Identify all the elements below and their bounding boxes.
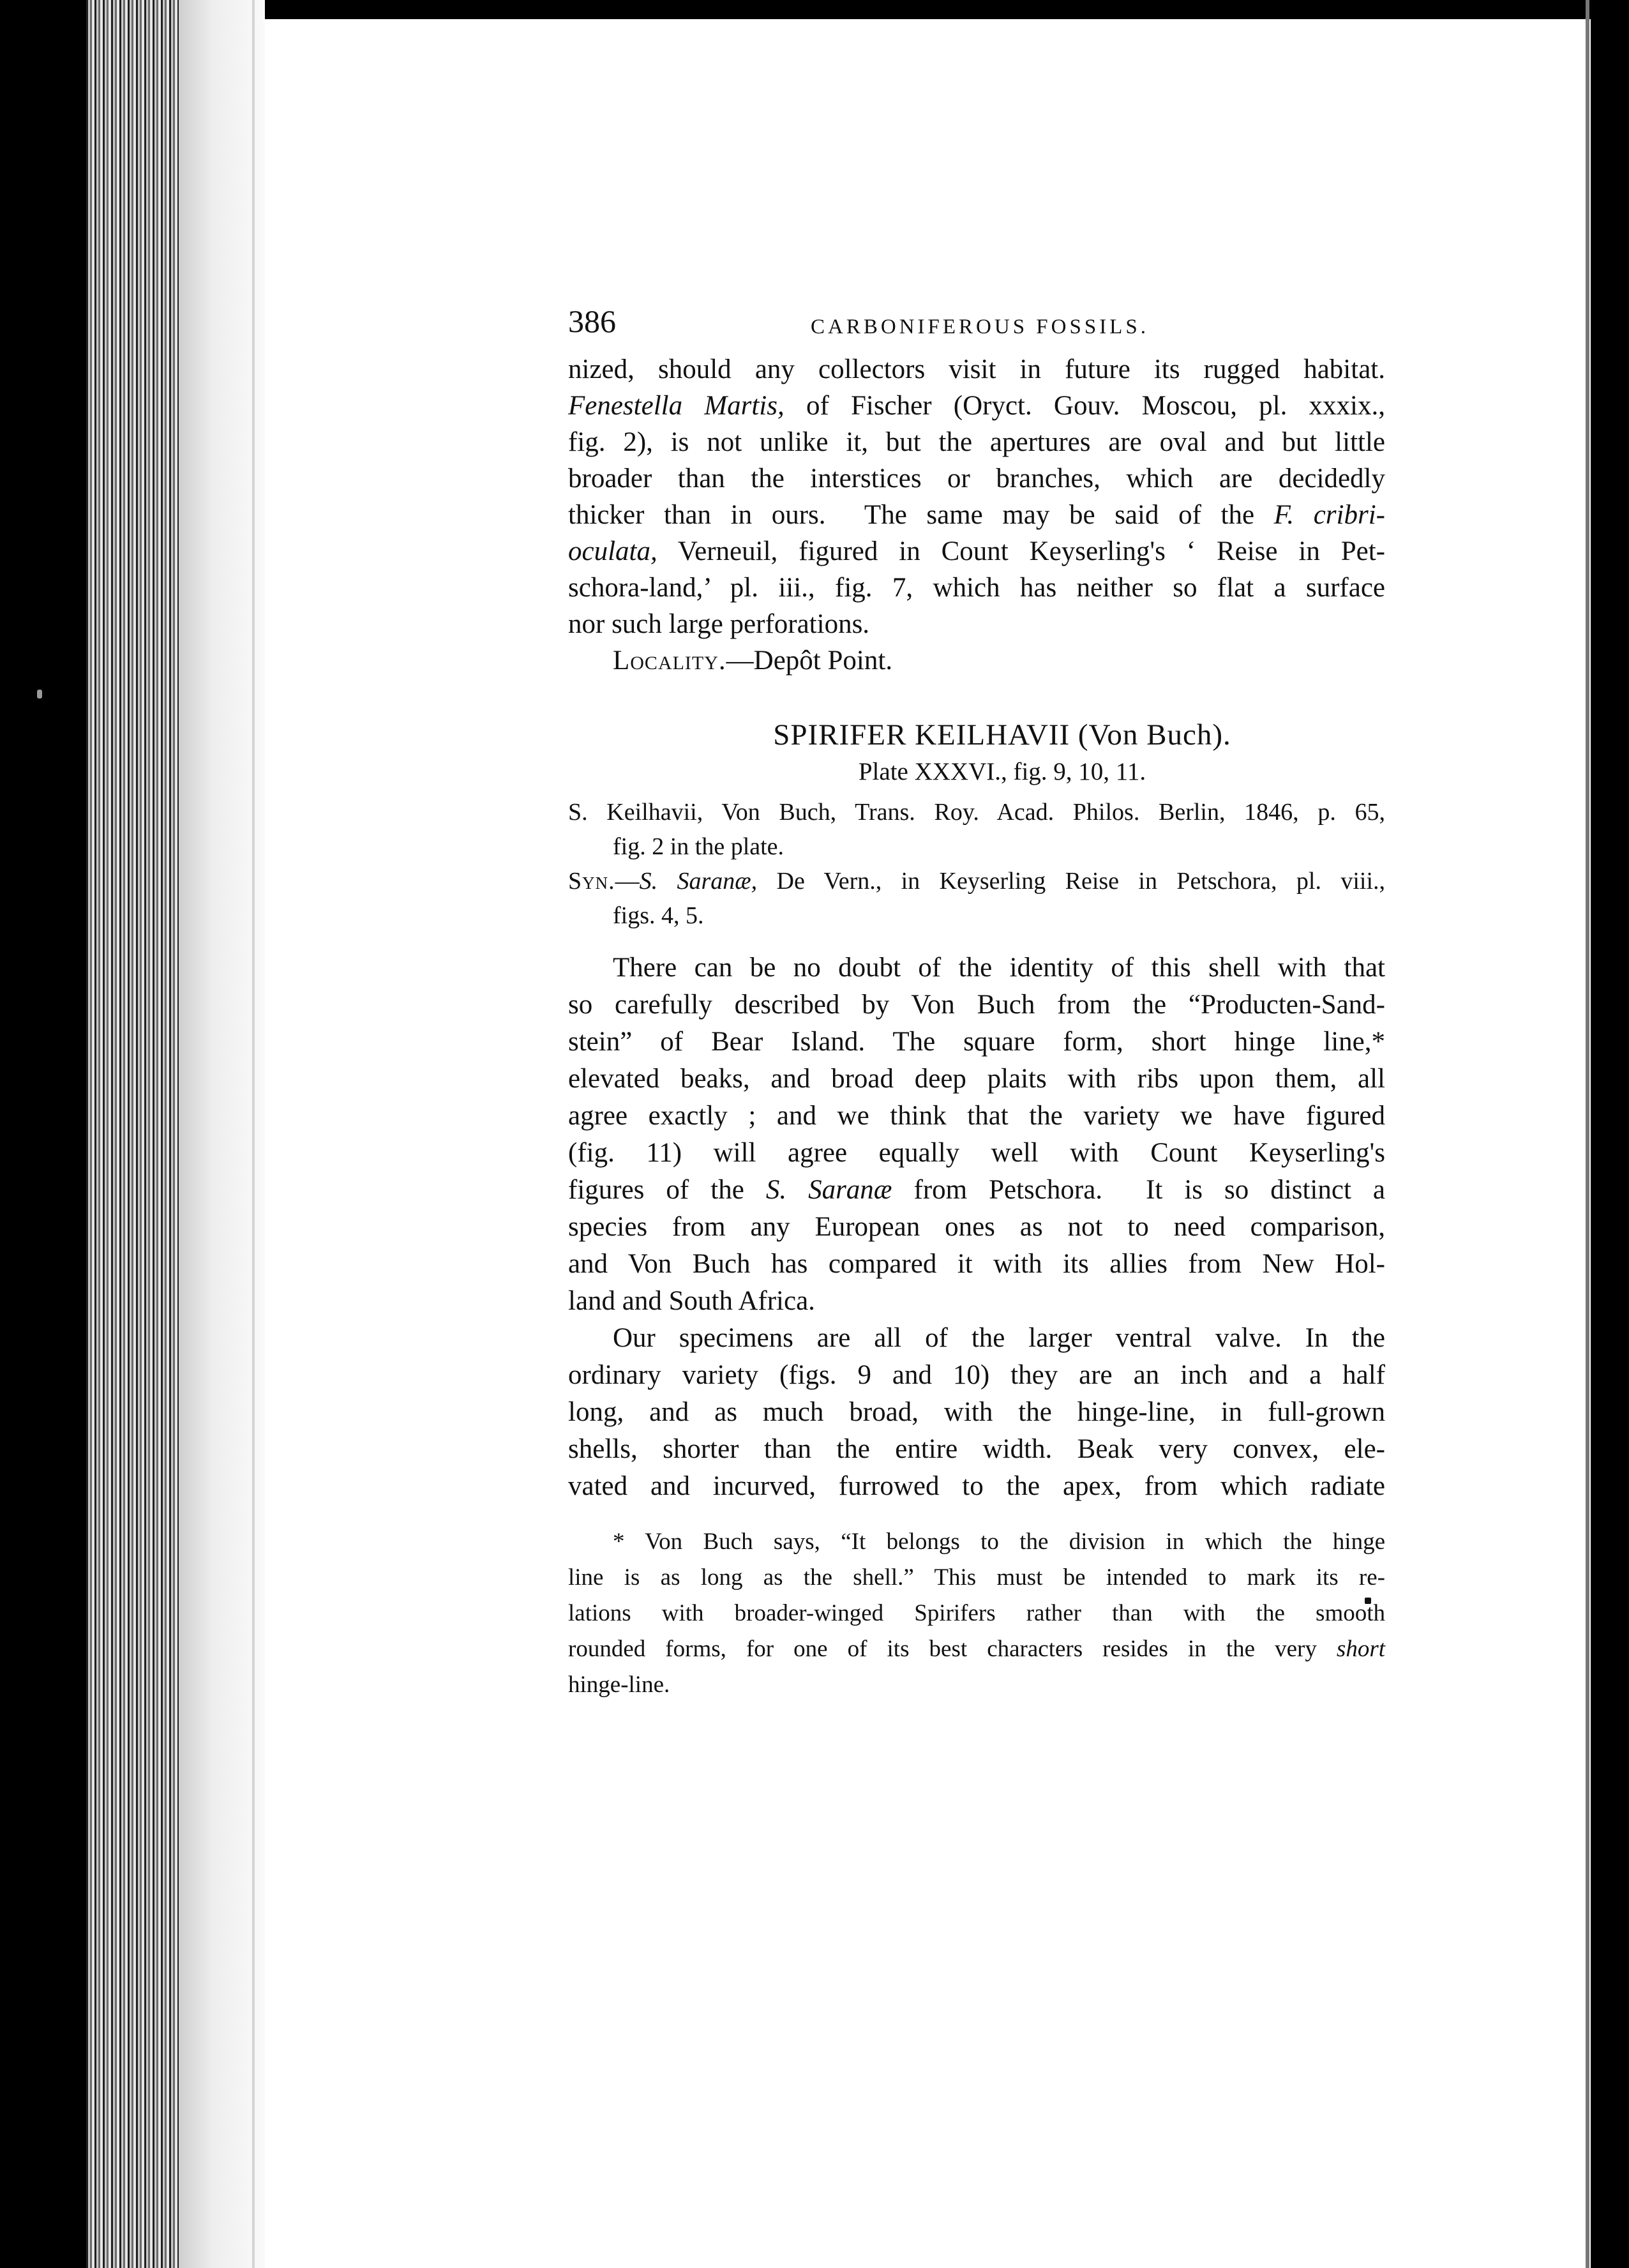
text-line: (fig. 11) will agree equally well with Count Keyserling's bbox=[568, 1138, 1385, 1168]
running-head bbox=[568, 300, 1385, 351]
species-name-fenestella-martis: Fenestella Martis, bbox=[568, 391, 784, 421]
species-name-s-saranae: S. Saranæ bbox=[765, 1175, 892, 1205]
reference-line: S. Keilhavii, Von Buch, Trans. Roy. Acad. Philos. Berlin, 1846, p. 65, bbox=[568, 799, 1385, 826]
text-line: schora-land,’ pl. iii., fig. 7, which has neither so flat a surface bbox=[568, 573, 1385, 603]
page-text bbox=[568, 300, 1385, 1703]
footnote-line: hinge-line. bbox=[568, 1672, 670, 1698]
plate-reference: Plate XXXVI., fig. 9, 10, 11. bbox=[858, 758, 1146, 785]
text-line: thicker than in ours. The same may be said of the F. cribri- bbox=[568, 500, 1385, 530]
footnote-line: line is as long as the shell.” This must be intended to mark its re- bbox=[568, 1564, 1385, 1591]
text-line: species from any European ones as not to need comparison, bbox=[568, 1212, 1385, 1242]
text-line: fig. 2), is not unlike it, but the apertures are oval and but little bbox=[568, 427, 1385, 457]
reference-entry bbox=[568, 864, 1385, 933]
reference-line: fig. 2 in the plate. bbox=[613, 833, 784, 860]
text-line: vated and incurved, furrowed to the apex, from which radiate bbox=[568, 1471, 1385, 1501]
locality-line bbox=[568, 642, 1385, 679]
body-paragraph-2 bbox=[568, 1320, 1385, 1505]
scan-right-border bbox=[1591, 0, 1629, 2268]
footnote-line: rounded forms, for one of its best characters resides in the very short bbox=[568, 1636, 1385, 1662]
scan-left-border bbox=[0, 0, 86, 2268]
text-line: land and South Africa. bbox=[568, 1286, 815, 1316]
locality-label: Locality. bbox=[613, 646, 726, 676]
text-line: elevated beaks, and broad deep plaits with ribs upon them, all bbox=[568, 1064, 1385, 1094]
text-line: nized, should any collectors visit in future its rugged habitat. bbox=[568, 354, 1385, 384]
book-page-edges bbox=[86, 0, 179, 2268]
text-line: figures of the S. Saranæ from Petschora. It is so distinct a bbox=[568, 1175, 1385, 1205]
reference-line: Syn.—S. Saranæ, De Vern., in Keyserling Reise in Petschora, pl. viii., bbox=[568, 868, 1385, 895]
footnote-spacer bbox=[568, 1505, 1385, 1524]
scan-speck bbox=[37, 690, 42, 699]
footnote-line: lations with broader-winged Spirifers rather than with the smooth bbox=[568, 1600, 1385, 1626]
reference-line: figs. 4, 5. bbox=[613, 902, 704, 929]
text-line: agree exactly ; and we think that the variety we have figured bbox=[568, 1101, 1385, 1131]
page-number: 386 bbox=[568, 303, 616, 339]
description-body bbox=[568, 949, 1385, 1505]
text-line: shells, shorter than the entire width. Beak very convex, ele- bbox=[568, 1434, 1385, 1464]
gutter-line bbox=[252, 0, 255, 2268]
text-line: nor such large perforations. bbox=[568, 609, 870, 639]
synonymy-references bbox=[568, 795, 1385, 933]
text-line: Fenestella Martis, of Fischer (Oryct. Gouv. Moscou, pl. xxxix., bbox=[568, 391, 1385, 421]
text-line: There can be no doubt of the identity of this shell with that bbox=[613, 953, 1385, 983]
text-line: broader than the interstices or branches, which are decidedly bbox=[568, 464, 1385, 494]
species-heading: SPIRIFER KEILHAVII (Von Buch). bbox=[773, 718, 1231, 752]
running-head-title: CARBONIFEROUS FOSSILS. bbox=[811, 315, 1149, 338]
footnote-line: * Von Buch says, “It belongs to the division in which the hinge bbox=[613, 1529, 1385, 1555]
text-line: so carefully described by Von Buch from the “Producten-Sand- bbox=[568, 990, 1385, 1020]
emphasis-short: short bbox=[1336, 1636, 1385, 1662]
text-line: long, and as much broad, with the hinge-line, in full-grown bbox=[568, 1397, 1385, 1427]
text-line: ordinary variety (figs. 9 and 10) they are an inch and a half bbox=[568, 1360, 1385, 1390]
text-line: oculata, Verneuil, figured in Count Keyserling's ‘ Reise in Pet- bbox=[568, 536, 1385, 566]
reference-entry bbox=[568, 795, 1385, 864]
right-page-edge bbox=[1586, 0, 1589, 2268]
footnote bbox=[568, 1524, 1385, 1703]
locality-value: —Depôt Point. bbox=[726, 646, 893, 676]
text-line: and Von Buch has compared it with its allies from New Hol- bbox=[568, 1249, 1385, 1279]
intro-paragraph bbox=[568, 351, 1385, 679]
text-line: Our specimens are all of the larger ventral valve. In the bbox=[613, 1323, 1385, 1353]
body-paragraph-1 bbox=[568, 949, 1385, 1320]
species-name-oculata: oculata, bbox=[568, 536, 657, 566]
species-name-f-cribri: F. cribri- bbox=[1273, 500, 1385, 530]
text-line: stein” of Bear Island. The square form, short hinge line,* bbox=[568, 1027, 1385, 1057]
